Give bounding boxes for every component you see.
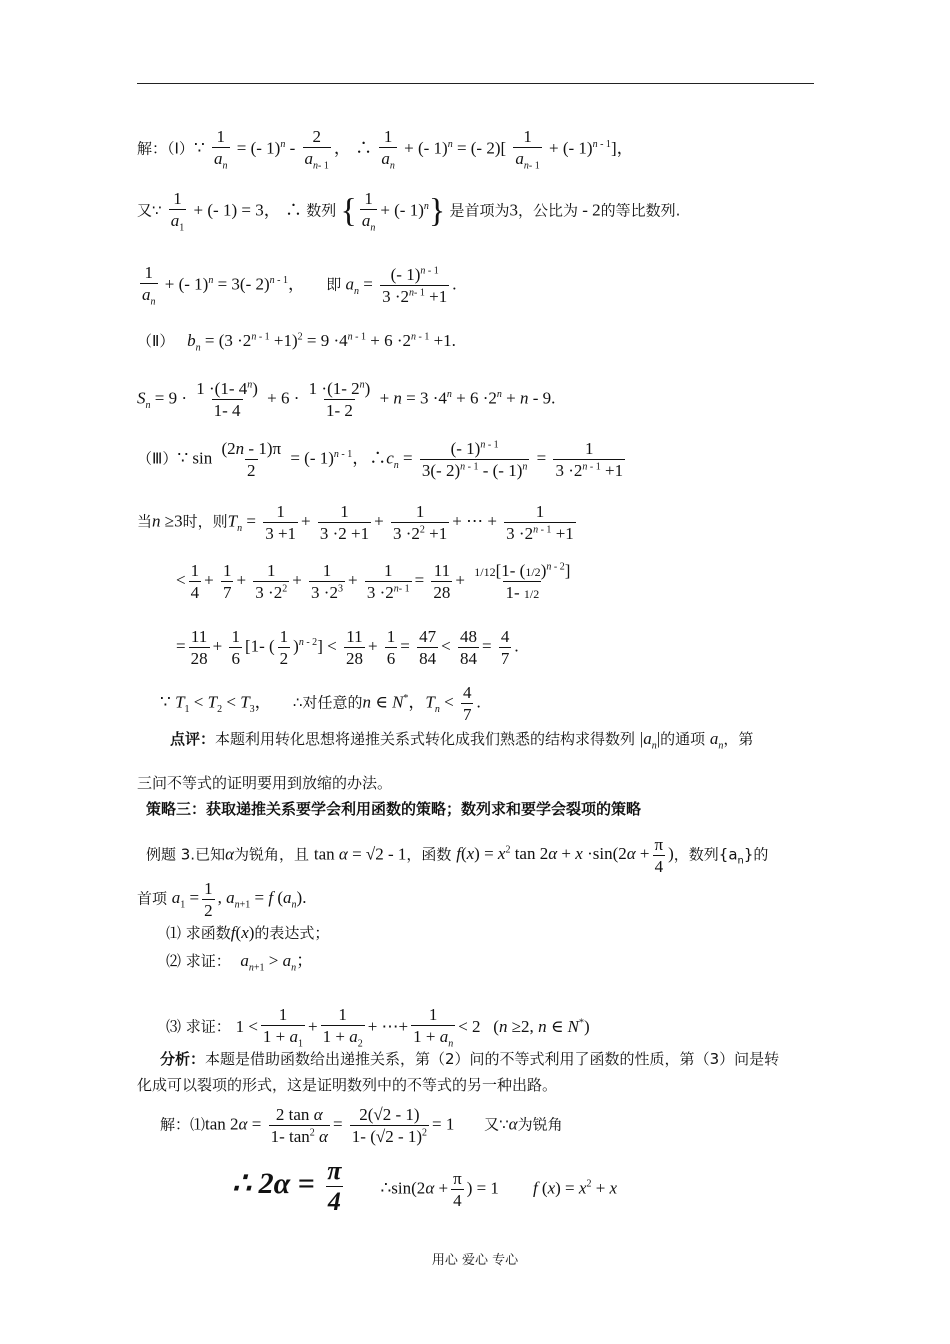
- example-3-line-1: 例题 3.已知α为锐角，且 tan α = √2 - 1，函数 $f(x) = x^2$ tan 2α + x ·sin(2α + $\frac{\pi}{4}$ )，数列$\{a_n\}$的: [146, 835, 769, 876]
- solution-conclusion: ∵ $T_1 < T_2 < T_3$， ∴对任意的n ∈ N*，$T_n$ < $\frac{4}{7}$ .: [160, 683, 481, 724]
- example-3-q3: ⑶ 求证： 1 < $\frac{1}{1 + a_1}$ + $\frac{1}{1 + a_2}$ + ⋯+ $\frac{1}{1 + a_n}$ < 2 (n ≥2, n ∈ N*): [166, 1005, 590, 1050]
- example-3-q1: ⑴ 求函数f(x)的表达式；: [166, 923, 330, 942]
- example-3-line-2: 首项 $a_1$ = $\frac{1}{2}$ , $a_{n+1} = f$ $(a_n)$.: [137, 879, 307, 920]
- solution-sn: $S_n = 9$ · $\frac{1 \cdot(1- 4^n)}{1- 4}$ + 6 · $\frac{1 \cdot(1- 2^n)}{1- 2}$ + $n = 3 \cdot 4^n + 6 \cdot 2^n + n - 9$.: [137, 379, 556, 420]
- comment-line-1: 点评：本题利用转化思想将递推关系式转化成我们熟悉的结构求得数列 $|a_n|$的通项 $a_n$，第: [170, 729, 754, 752]
- solution-3-line-2: ∴ 2α = $\frac{\pi}{4}$ ∴sin(2α + $\frac{\pi}{4}$ ) = 1 f $(x) = x^2 + x$: [232, 1156, 618, 1216]
- solution-line-2: 又∵ $\frac{1}{a_1}$ + (- 1) = 3， ∴ 数列 { $\frac{1}{a_n}$ + (- 1)$^n$} 是首项为3，公比为 - 2的等比数列.: [137, 189, 681, 234]
- strategy-3-title: 策略三：获取递推关系要学会利用函数的策略；数列求和要学会裂项的策略: [146, 800, 642, 818]
- solution-part-3: （Ⅲ）∵ sin $\frac{(2n - 1)\pi}{2}$ = (- 1)$^n$ $^{- 1}$，$\therefore c_n$ = $\frac{(- 1)^n ^{- 1}}{3(- 2)^n ^{- 1} - (- 1)^n}$ = $\frac{1}{3 \cdot 2^n ^{- 1} +1}$: [137, 439, 624, 480]
- solution-part-2: （Ⅱ） $b_n = (3 \cdot 2^n$ $^{- 1} +1)^2 = 9 \cdot 4^n$ $^{- 1} + 6 \cdot 2^n$ $^{- 1}$ +1.: [137, 331, 456, 354]
- analysis-line-1: 分析：本题是借助函数给出递推关系，第（2）问的不等式利用了函数的性质，第（3）问是转: [160, 1050, 780, 1068]
- solution-line-1: 解：（Ⅰ）∵ $\frac{1}{a_n}$ = (- 1)$^n$ - $\frac{2}{a_{n- 1}}$ ， ∴ $\frac{1}{a_n}$ + (- 1)$^n$ = (- 2)[ $\frac{1}{a_{n- 1}}$ + (- 1)$^n$ $^{- 1}$]，: [137, 127, 634, 172]
- solution-ineq-1: < $\frac{1}{4}$ + $\frac{1}{7}$ + $\frac{1}{3 \cdot 2^2}$ + $\frac{1}{3 \cdot 2^3}$ + $\frac{1}{3 \cdot 2^{n- 1}}$ = $\frac{11}{28}$ + $\frac{1/12[1- (1/2)^n ^{- 2}]}{1- 1/2}$: [176, 561, 571, 602]
- comment-line-2: 三问不等式的证明要用到放缩的办法。: [137, 774, 393, 792]
- solution-line-3: $\frac{1}{a_n}$ + (- 1)$^n$ = 3(- 2)$^n$ $^{- 1}$， 即 $a_n$ = $\frac{(- 1)^n ^{- 1}}{3 \cdot 2^{n- 1} +1}$ .: [142, 263, 457, 308]
- example-3-q2: ⑵ 求证： $a_{n+1} > a_n$；: [166, 951, 314, 974]
- solution-ineq-2: = $\frac{11}{28}$ + $\frac{1}{6}$ [1- ( $\frac{1}{2}$ )$^n$ $^{- 2}$] < $\frac{11}{28}$ + $\frac{1}{6}$ = $\frac{47}{84}$ < $\frac{48}{84}$ = $\frac{4}{7}$ .: [176, 627, 519, 668]
- page-footer: 用心 爱心 专心: [431, 1253, 519, 1268]
- solution-3-line-1: 解：⑴tan 2α = $\frac{\text{2 tan α}}{1- \tan^2 \alpha}$ = $\frac{2(√2 - 1)}{1- (√2 - 1)^2}$ = 1 又∵α为锐角: [160, 1105, 563, 1146]
- solution-tn: 当n ≥3时，则$T_n$ = $\frac{1}{3 +1}$ + $\frac{1}{3 \cdot 2 +1}$ + $\frac{1}{3 \cdot 2^2 +1}$ + ⋯ + $\frac{1}{3 \cdot 2^n ^{- 1} +1}$: [137, 502, 574, 543]
- header-rule: [137, 83, 814, 84]
- analysis-line-2: 化成可以裂项的形式，这是证明数列中的不等式的另一种出路。: [137, 1076, 558, 1094]
